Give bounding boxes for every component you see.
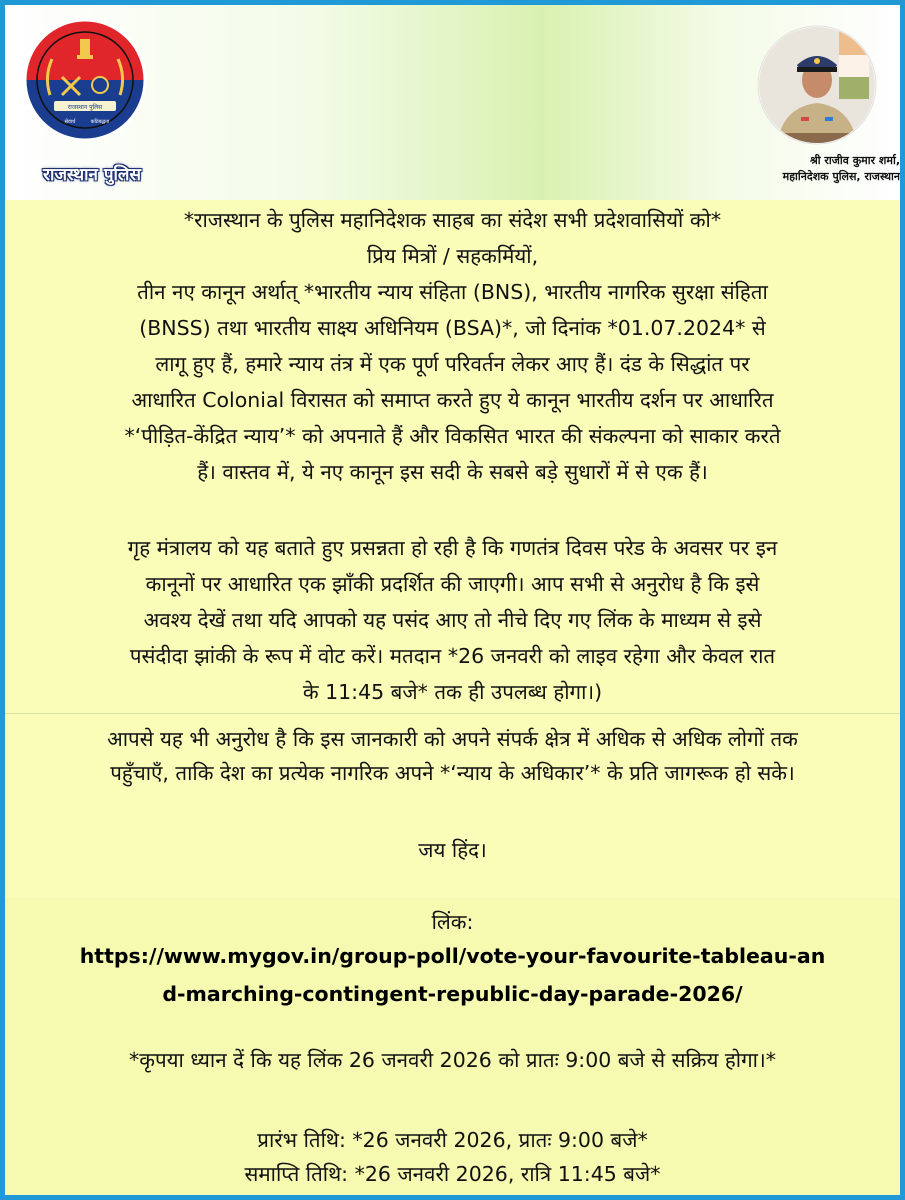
official-title: महानिदेशक पुलिस, राजस्थान — [782, 170, 900, 183]
para3-line: आपसे यह भी अनुरोध है कि इस जानकारी को अपने संपर्क क्षेत्र में अधिक से अधिक लोगों तक — [107, 727, 798, 751]
logo-motto-right: कटिबद्धता — [90, 119, 110, 125]
para3-line: पहुँचाएँ, ताकि देश का प्रत्येक नागरिक अपने *‘न्याय के अधिकार’* के प्रति जागरूक हो सके। — [110, 761, 795, 785]
logo-motto-left: सेवार्थ — [64, 119, 76, 125]
paragraph-request — [10, 722, 895, 790]
official-portrait-icon — [757, 25, 877, 145]
paragraph-laws — [10, 274, 895, 490]
closing-text: जय हिंद। — [418, 838, 487, 862]
official-photo — [757, 25, 877, 145]
official-caption — [710, 153, 900, 185]
paragraph-tableau — [10, 530, 895, 710]
rajasthan-police-emblem-icon — [22, 17, 148, 143]
para1-line: तीन नए कानून अर्थात् *भारतीय न्याय संहिता (BNS), भारतीय नागरिक सुरक्षा संहिता — [137, 280, 768, 304]
message-body — [10, 200, 895, 490]
para2-line: पसंदीदा झांकी के रूप में वोट करें। मतदान *26 जनवरी को लाइव रहेगा और केवल रात — [129, 644, 776, 668]
para2-line: कानूनों पर आधारित एक झाँकी प्रदर्शित की जाएगी। आप सभी से अनुरोध है कि इसे — [145, 572, 760, 596]
activation-note: *कृपया ध्यान दें कि यह लिंक 26 जनवरी 2026 को प्रातः 9:00 बजे से सक्रिय होगा।* — [128, 1048, 776, 1072]
para1-line: *‘पीड़ित-केंद्रित न्याय’* को अपनाते हैं और विकसित भारत की संकल्पना को साकार करते — [124, 424, 781, 448]
salutation: प्रिय मित्रों / सहकर्मियों, — [366, 244, 539, 268]
official-name: श्री राजीव कुमार शर्मा, — [809, 154, 900, 167]
para1-line: हैं। वास्तव में, ये नए कानून इस सदी के सबसे बड़े सुधारों में से एक हैं। — [197, 460, 708, 484]
para2-line: गृह मंत्रालय को यह बताते हुए प्रसन्नता हो रही है कि गणतंत्र दिवस परेड के अवसर पर इन — [127, 536, 778, 560]
link-label: लिंक: — [431, 910, 474, 934]
logo-banner-text: राजस्थान पुलिस — [67, 104, 103, 111]
para1-line: लागू हुए हैं, हमारे न्याय तंत्र में एक पूर्ण परिवर्तन लेकर आए हैं। दंड के सिद्धांत पर — [155, 352, 750, 376]
start-date: प्रारंभ तिथि: *26 जनवरी 2026, प्रातः 9:00 बजे* — [257, 1128, 648, 1152]
org-name: राजस्थान पुलिस — [43, 165, 141, 185]
poll-link-line1[interactable]: https://www.mygov.in/group-poll/vote-your-favourite-tableau-an — [79, 944, 826, 968]
police-logo — [17, 17, 157, 187]
section-divider — [5, 713, 900, 714]
end-date: समाप्ति तिथि: *26 जनवरी 2026, रात्रि 11:45 बजे* — [244, 1162, 661, 1186]
para2-line: अवश्य देखें तथा यदि आपको यह पसंद आए तो नीचे दिए गए लिंक के माध्यम से इसे — [143, 608, 762, 632]
header-banner — [5, 5, 900, 200]
poll-link-line2[interactable]: d-marching-contingent-republic-day-parade-2026/ — [162, 982, 743, 1006]
para2-line: के 11:45 बजे* तक ही उपलब्ध होगा।) — [302, 680, 603, 704]
para1-line: आधारित Colonial विरासत को समाप्त करते हुए ये कानून भारतीय दर्शन पर आधारित — [131, 388, 774, 412]
para1-line: (BNSS) तथा भारतीय साक्ष्य अधिनियम (BSA)*, जो दिनांक *01.07.2024* से — [139, 316, 766, 340]
message-heading: *राजस्थान के पुलिस महानिदेशक साहब का संदेश सभी प्रदेशवासियों को* — [183, 208, 722, 232]
